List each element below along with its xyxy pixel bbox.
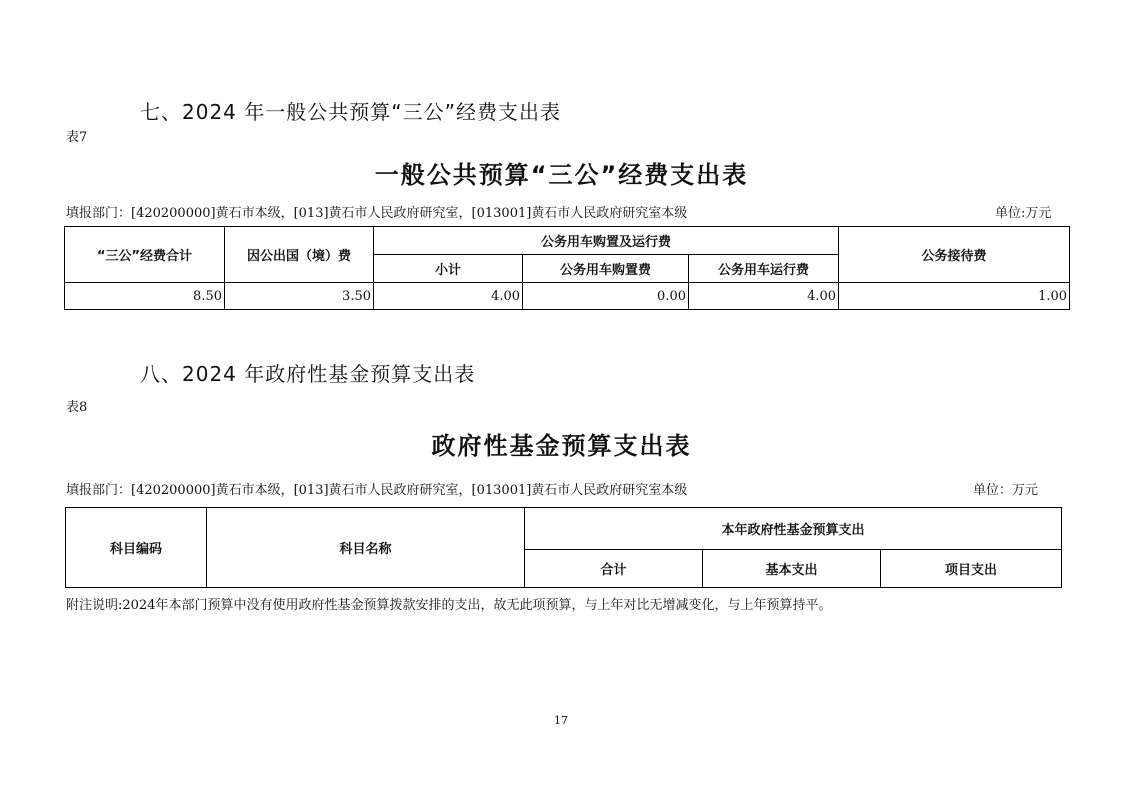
cell-vehicle-purchase: 0.00	[523, 283, 689, 310]
table-7-unit: 单位:万元	[995, 206, 1052, 221]
header-vehicle-purchase: 公务用车购置费	[523, 255, 689, 283]
header-abroad: 因公出国（境）费	[225, 227, 374, 283]
header-vehicle-group: 公务用车购置及运行费	[374, 227, 839, 255]
header-project-expense: 项目支出	[881, 550, 1062, 588]
header-subject-name: 科目名称	[207, 508, 525, 588]
table-8-number: 表8	[66, 400, 88, 415]
table-8-unit: 单位：万元	[973, 483, 1039, 498]
header-fund-group: 本年政府性基金预算支出	[525, 508, 1062, 550]
three-public-expense-table	[64, 226, 1070, 310]
table-7-title: 一般公共预算“三公”经费支出表	[374, 161, 749, 189]
header-fund-total: 合计	[525, 550, 703, 588]
cell-abroad: 3.50	[225, 283, 374, 310]
header-subtotal: 小计	[374, 255, 523, 283]
table-7-number: 表7	[66, 130, 88, 145]
header-vehicle-operation: 公务用车运行费	[689, 255, 839, 283]
cell-reception: 1.00	[839, 283, 1070, 310]
table-8-dept: 填报部门：[420200000]黄石市本级，[013]黄石市人民政府研究室，[013001]黄石市人民政府研究室本级	[66, 483, 688, 498]
government-fund-table	[65, 507, 1062, 588]
section-7-heading: 七、2024 年一般公共预算“三公”经费支出表	[140, 100, 561, 124]
table-7-dept: 填报部门：[420200000]黄石市本级，[013]黄石市人民政府研究室，[013001]黄石市人民政府研究室本级	[66, 206, 688, 221]
cell-vehicle-operation: 4.00	[689, 283, 839, 310]
page-number: 17	[554, 714, 568, 727]
header-basic-expense: 基本支出	[703, 550, 881, 588]
cell-total: 8.50	[65, 283, 225, 310]
table-row	[65, 283, 1070, 310]
section-8-heading: 八、2024 年政府性基金预算支出表	[140, 362, 476, 386]
header-reception: 公务接待费	[839, 227, 1070, 283]
header-total: “三公”经费合计	[65, 227, 225, 283]
table-8-note: 附注说明:2024年本部门预算中没有使用政府性基金预算拨款安排的支出，故无此项预算，与上年对比无增减变化，与上年预算持平。	[66, 598, 832, 613]
table-8-title: 政府性基金预算支出表	[431, 432, 692, 460]
header-subject-code: 科目编码	[66, 508, 207, 588]
cell-subtotal: 4.00	[374, 283, 523, 310]
